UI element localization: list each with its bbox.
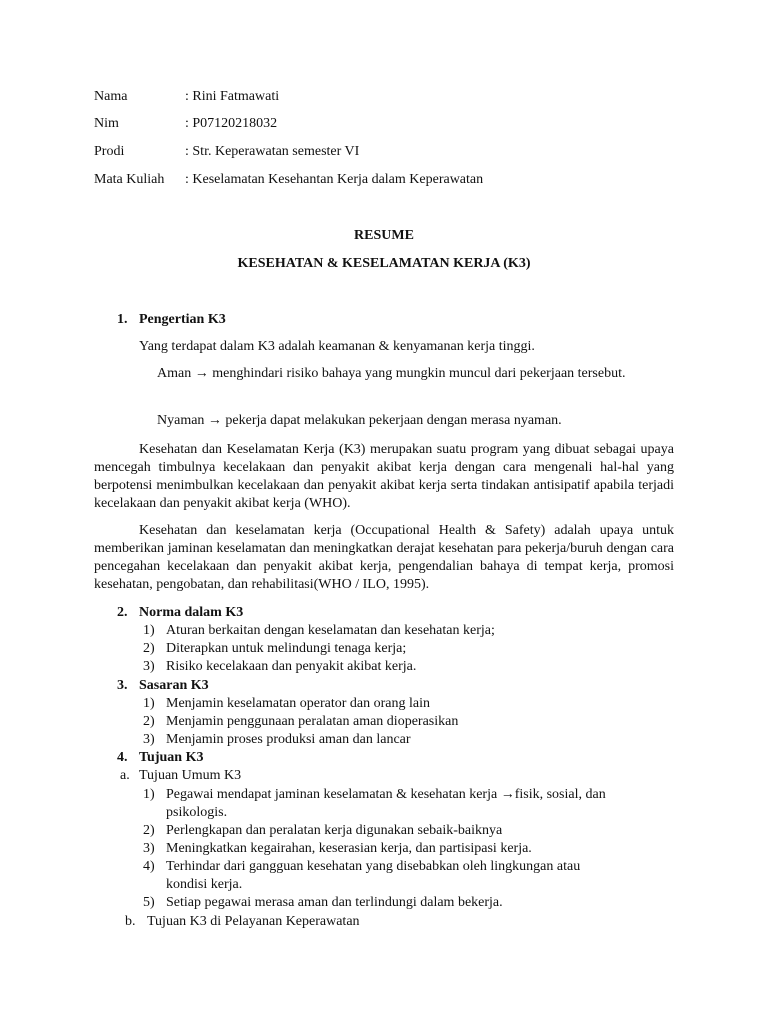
list-item-number: 3) bbox=[143, 659, 155, 674]
list-item-number: 4) bbox=[143, 859, 155, 874]
list-item-number: 2) bbox=[143, 641, 155, 656]
list-item: Diterapkan untuk melindungi tenaga kerja; bbox=[166, 641, 407, 656]
subsection-a-title: Tujuan Umum K3 bbox=[139, 768, 242, 783]
section-2-number: 2. bbox=[117, 605, 128, 620]
list-item: Risiko kecelakaan dan penyakit akibat kerja. bbox=[166, 659, 417, 674]
section-1-intro: Yang terdapat dalam K3 adalah keamanan & kenyamanan kerja tinggi. bbox=[139, 339, 535, 354]
list-item-number: 3) bbox=[143, 841, 155, 856]
list-item-number: 5) bbox=[143, 895, 155, 910]
nama-label: Nama bbox=[94, 89, 128, 104]
list-item-number: 1) bbox=[143, 696, 155, 711]
list-item: Pegawai mendapat jaminan keselamatan & kesehatan kerja →fisik, sosial, dan bbox=[166, 787, 606, 802]
nim-label: Nim bbox=[94, 116, 119, 131]
list-item: Terhindar dari gangguan kesehatan yang disebabkan oleh lingkungan atau bbox=[166, 859, 581, 874]
mata-kuliah-label: Mata Kuliah bbox=[94, 172, 165, 187]
subsection-b-title: Tujuan K3 di Pelayanan Keperawatan bbox=[147, 914, 360, 929]
section-3-heading: Sasaran K3 bbox=[139, 678, 209, 693]
nyaman-definition: Nyaman → pekerja dapat melakukan pekerjaan dengan merasa nyaman. bbox=[157, 413, 562, 428]
prodi-label: Prodi bbox=[94, 144, 125, 159]
list-item: Aturan berkaitan dengan keselamatan dan kesehatan kerja; bbox=[166, 623, 495, 638]
list-item-continuation: kondisi kerja. bbox=[166, 877, 243, 892]
section-2-heading: Norma dalam K3 bbox=[139, 605, 244, 620]
prodi-value: : Str. Keperawatan semester VI bbox=[185, 144, 360, 159]
list-item: Menjamin proses produksi aman dan lancar bbox=[166, 732, 411, 747]
list-item-number: 2) bbox=[143, 823, 155, 838]
section-1-heading: Pengertian K3 bbox=[139, 312, 226, 327]
list-item-number: 1) bbox=[143, 787, 155, 802]
list-item-continuation: psikologis. bbox=[166, 805, 228, 820]
aman-definition: Aman → menghindari risiko bahaya yang mungkin muncul dari pekerjaan tersebut. bbox=[157, 366, 626, 381]
section-4-number: 4. bbox=[117, 750, 128, 765]
nim-value: : P07120218032 bbox=[185, 116, 278, 131]
list-item: Menjamin penggunaan peralatan aman dioperasikan bbox=[166, 714, 459, 729]
list-item-number: 3) bbox=[143, 732, 155, 747]
section-3-number: 3. bbox=[117, 678, 128, 693]
subsection-a-label: a. bbox=[120, 768, 130, 783]
list-item-number: 2) bbox=[143, 714, 155, 729]
document-subtitle: KESEHATAN & KESELAMATAN KERJA (K3) bbox=[237, 256, 531, 271]
list-item: Menjamin keselamatan operator dan orang lain bbox=[166, 696, 430, 711]
section-1-number: 1. bbox=[117, 312, 128, 327]
document-title: RESUME bbox=[354, 228, 414, 243]
subsection-b-label: b. bbox=[125, 914, 136, 929]
paragraph-k3-ilo: Kesehatan dan keselamatan kerja (Occupational Health & Safety) adalah upaya untuk memberikan jaminan keselamatan dan meningkatkan derajat kesehatan para pekerja/buruh dengan cara pencegahan kecelakaan dan penyakit akibat kerja, pengendalian bahaya di tempat kerja, promosi kesehatan, pengobatan, dan rehabilitasi(WHO / ILO, 1995). bbox=[94, 523, 674, 592]
section-4-heading: Tujuan K3 bbox=[139, 750, 204, 765]
list-item: Perlengkapan dan peralatan kerja digunakan sebaik-baiknya bbox=[166, 823, 503, 838]
nama-value: : Rini Fatmawati bbox=[185, 89, 280, 104]
list-item: Setiap pegawai merasa aman dan terlindungi dalam bekerja. bbox=[166, 895, 503, 910]
paragraph-k3-who: Kesehatan dan Keselamatan Kerja (K3) merupakan suatu program yang dibuat sebagai upaya mencegah timbulnya kecelakaan dan penyakit akibat kerja dengan cara mengenali hal-hal yang berpotensi menimbulkan kecelakaan dan penyakit akibat kerja serta tindakan antisipatif apabila terjadi kecelakaan dan penyakit akibat kerja (WHO). bbox=[94, 442, 674, 511]
list-item-number: 1) bbox=[143, 623, 155, 638]
mata-kuliah-value: : Keselamatan Kesehantan Kerja dalam Keperawatan bbox=[185, 172, 484, 187]
list-item: Meningkatkan kegairahan, keserasian kerja, dan partisipasi kerja. bbox=[166, 841, 532, 856]
